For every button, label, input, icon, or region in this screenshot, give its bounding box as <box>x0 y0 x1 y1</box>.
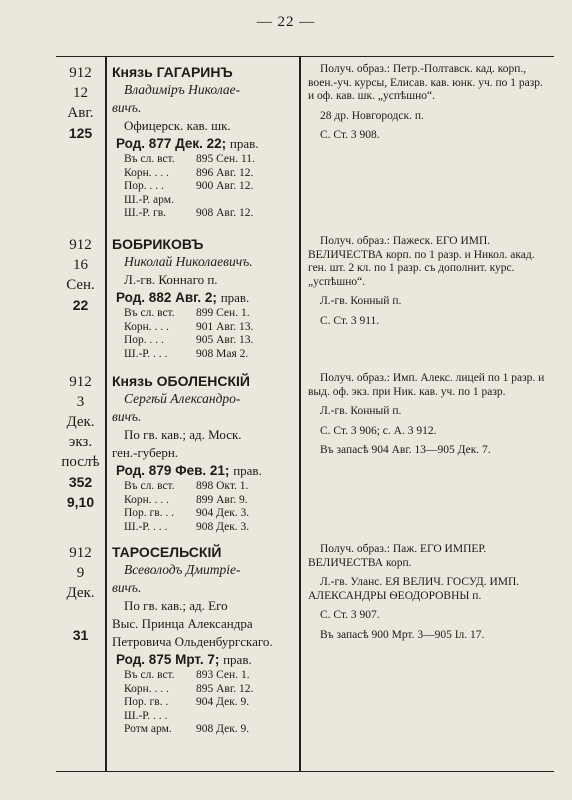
birth-date: Род. 879 Фев. 21; <box>116 463 230 478</box>
rank-row <box>112 180 295 194</box>
entry-bold-number-2: 9,10 <box>66 494 95 510</box>
entry-date-column <box>56 372 105 512</box>
given-name: Николай Николаевичъ. <box>124 254 253 269</box>
rank-label: Ш.-Р. . . . <box>124 709 168 722</box>
rank-date: 895 Авг. 12. <box>196 682 254 695</box>
reserve-note: Въ запасѣ 904 Авг. 13—905 Дек. 7. <box>320 444 491 456</box>
rank-label: Корн. . . . <box>124 493 169 506</box>
religion: прав. <box>229 136 259 151</box>
education-note: Получ. образ.: Паж. ЕГО ИМПЕР. ВЕЛИЧЕСТВА корп. <box>308 543 487 569</box>
regiment-note: Л.-гв. Уланс. ЕЯ ВЕЛИЧ. ГОСУД. ИМП. АЛЕКСАНДРЫ ѲЕОДОРОВНЫ п. <box>308 576 520 602</box>
rank-label: Въ сл. вст. <box>124 480 175 492</box>
rank-row <box>112 153 295 167</box>
birth-date: Род. 882 Авг. 2; <box>116 290 217 305</box>
given-name-cont: вичъ. <box>112 409 142 424</box>
service-unit-cont: ген.-губерн. <box>112 445 179 460</box>
rank-date: 908 Дек. 9. <box>196 723 250 735</box>
rank-date: 908 Дек. 3. <box>196 520 250 533</box>
birth-line <box>112 651 295 669</box>
service-unit: По гв. кав.; ад. Его <box>124 598 228 613</box>
rank-date: 904 Дек. 3. <box>196 507 250 519</box>
service-unit: Офицерск. кав. шк. <box>124 118 231 133</box>
birth-line <box>112 289 295 307</box>
register-table <box>56 56 554 772</box>
rank-row <box>112 521 295 535</box>
rank-row <box>112 723 295 737</box>
entry-date-column <box>56 543 105 645</box>
birth-date: Род. 877 Дек. 22; <box>116 136 227 151</box>
entry-month: Сен. <box>66 277 95 293</box>
regiment-note: Л.-гв. Конный п. <box>320 295 402 307</box>
rank-date: 900 Авг. 12. <box>196 180 254 192</box>
birth-line <box>112 462 295 480</box>
entry-person-column <box>112 235 295 361</box>
education-note: Получ. образ.: Петр.-Полтавск. кад. корп., воен.-уч. курсы, Елисав. кав. юнк. уч. по 1 разр. и оф. кав. шк. „успѣшно“. <box>308 63 543 102</box>
entry-month: Авг. <box>67 105 94 121</box>
rank-label: Корн. . . . <box>124 166 169 179</box>
given-name-cont: вичъ. <box>112 100 142 115</box>
person-name: БОБРИКОВЪ <box>112 236 204 252</box>
entry-bold-number: 31 <box>72 627 89 643</box>
rank-row <box>112 696 295 710</box>
rank-date: 898 Окт. 1. <box>196 480 249 492</box>
entry-bold-number: 352 <box>68 474 93 490</box>
entry-person-column <box>112 372 295 534</box>
service-unit: Л.-гв. Коннаго п. <box>124 272 218 287</box>
entry-day: 12 <box>73 85 88 101</box>
education-note: Получ. образ.: Пажеск. ЕГО ИМП. ВЕЛИЧЕСТВА корп. по 1 разр. и Никол. акад. ген. шт. 2 кл. по 1 разр. съ дополнит. курс. „успѣшно“. <box>308 235 535 288</box>
rank-label: Пор. . . . <box>124 180 164 192</box>
rank-label: Пор. . . . <box>124 334 164 346</box>
religion: прав. <box>233 463 262 478</box>
entry-bold-number: 22 <box>72 297 89 313</box>
rank-row <box>112 167 295 181</box>
education-note: Получ. образ.: Имп. Алекс. лицей по 1 разр. и выд. оф. экз. при Ник. кав. уч. по 1 разр. <box>308 372 545 398</box>
rank-label: Въ сл. вст. <box>124 307 175 319</box>
rank-label: Въ сл. вст. <box>124 669 175 681</box>
person-name: Князь ГАГАРИНЪ <box>112 64 233 80</box>
person-name: ТАРОСЕЛЬСКІЙ <box>112 544 222 560</box>
service-unit: По гв. кав.; ад. Моск. <box>124 427 242 442</box>
entry-person-column <box>112 543 295 737</box>
rank-label: Ротм арм. <box>124 723 172 735</box>
entry-day: 16 <box>73 257 88 273</box>
rank-row <box>112 207 295 221</box>
rank-date: 899 Сен. 1. <box>196 307 250 319</box>
given-name: Сергѣй Александро- <box>124 391 241 406</box>
entry-number: 912 <box>69 237 92 253</box>
rank-date: 905 Авг. 13. <box>196 334 254 346</box>
entry-person-column <box>112 63 295 221</box>
person-name: Князь ОБОЛЕНСКІЙ <box>112 373 250 389</box>
rank-row <box>112 683 295 697</box>
rank-row <box>112 307 295 321</box>
entry-number: 912 <box>69 374 92 390</box>
seniority-note: С. Ст. 3 907. <box>320 609 380 621</box>
rank-label: Ш.-Р. . . . <box>124 347 168 360</box>
rank-row <box>112 480 295 494</box>
regiment-note: Л.-гв. Конный п. <box>320 405 402 417</box>
rank-date: 895 Сен. 11. <box>196 153 255 165</box>
page-number: — 22 — <box>256 14 316 30</box>
regiment-note: 28 др. Новгородск. п. <box>320 109 424 122</box>
given-name: Владиміръ Николае- <box>124 82 241 97</box>
entry-number: 912 <box>69 65 92 81</box>
seniority-note: С. Ст. 3 908. <box>320 129 380 141</box>
rank-row <box>112 321 295 335</box>
rank-date: 901 Авг. 13. <box>196 320 254 333</box>
rank-date: 896 Авг. 12. <box>196 166 254 179</box>
rank-label: Пор. гв. . <box>124 696 169 708</box>
entry-bold-number: 125 <box>68 125 93 141</box>
given-name: Всеволодъ Дмитріе- <box>124 562 241 577</box>
religion: прав. <box>220 290 250 305</box>
rank-date: 904 Дек. 9. <box>196 696 250 708</box>
entry-day: 9 <box>76 565 85 581</box>
rank-row <box>112 334 295 348</box>
entry-date-column <box>56 235 105 315</box>
rank-row <box>112 507 295 521</box>
given-name-cont: вичъ. <box>112 580 142 595</box>
after-note: послѣ <box>61 454 100 470</box>
rank-label: Ш.-Р. гв. <box>124 207 167 219</box>
rank-date: 899 Авг. 9. <box>196 493 248 506</box>
rank-row <box>112 669 295 683</box>
entry-notes-column <box>308 63 551 149</box>
seniority-note: С. Ст. 3 906; с. А. 3 912. <box>320 424 437 437</box>
rank-row <box>112 494 295 508</box>
entry-month: Дек. <box>66 414 95 430</box>
rank-date: 908 Авг. 12. <box>196 207 254 219</box>
exam-note: экз. <box>68 434 93 450</box>
column-divider <box>299 57 301 771</box>
rank-label: Пор. гв. . . <box>124 507 175 519</box>
seniority-note: С. Ст. 3 911. <box>320 314 380 327</box>
entry-number: 912 <box>69 545 92 561</box>
rank-row <box>112 348 295 362</box>
rank-label: Ш.-Р. . . . <box>124 520 168 533</box>
rank-date: 893 Сен. 1. <box>196 669 250 681</box>
rank-label: Ш.-Р. арм. <box>124 193 174 206</box>
entry-day: 3 <box>76 394 85 410</box>
rank-row <box>112 710 295 724</box>
rank-label: Въ сл. вст. <box>124 153 175 165</box>
entry-notes-column <box>308 235 551 334</box>
birth-date: Род. 875 Мрт. 7; <box>116 652 220 667</box>
entry-date-column <box>56 63 105 143</box>
birth-line <box>112 135 295 153</box>
column-divider <box>105 57 107 771</box>
rank-date: 908 Мая 2. <box>196 347 249 360</box>
entry-notes-column <box>308 372 551 464</box>
rank-row <box>112 194 295 208</box>
entry-notes-column <box>308 543 551 648</box>
reserve-note: Въ запасѣ 900 Мрт. 3—905 Іл. 17. <box>320 628 485 641</box>
entry-month: Дек. <box>66 585 95 601</box>
religion: прав. <box>223 652 252 667</box>
service-unit-cont: Выс. Принца Александра Петровича Ольденбургскаго. <box>112 616 273 649</box>
rank-label: Корн. . . . <box>124 320 169 333</box>
rank-label: Корн. . . . <box>124 682 169 695</box>
